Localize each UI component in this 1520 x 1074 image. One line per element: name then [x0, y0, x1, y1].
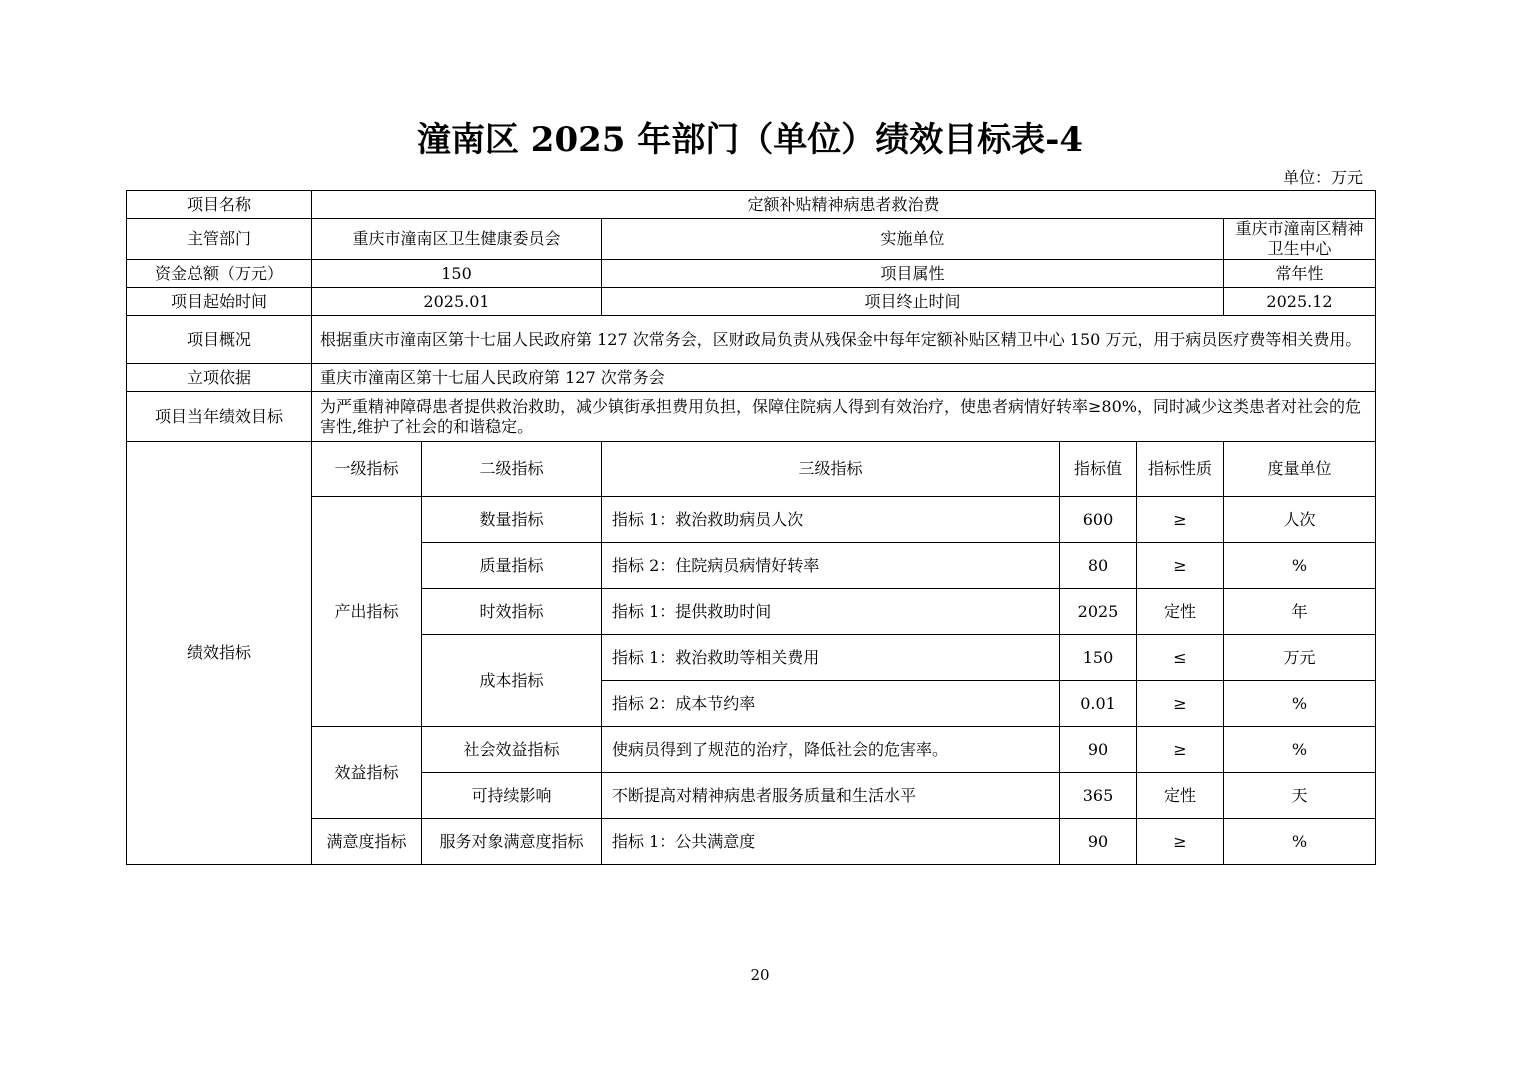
header-level2: 二级指标 [422, 442, 602, 497]
indicator-value: 150 [1060, 635, 1137, 681]
indicator-name: 指标 1：提供救助时间 [602, 589, 1060, 635]
overview-label: 项目概况 [127, 316, 312, 364]
indicator-nature: ≤ [1137, 635, 1224, 681]
indicator-value: 90 [1060, 819, 1137, 865]
header-value: 指标值 [1060, 442, 1137, 497]
header-level1: 一级指标 [312, 442, 422, 497]
indicator-value: 365 [1060, 773, 1137, 819]
table-row [127, 819, 1376, 865]
project-name-label: 项目名称 [127, 191, 312, 219]
indicator-name: 指标 2：住院病员病情好转率 [602, 543, 1060, 589]
indicator-unit: 人次 [1224, 497, 1376, 543]
indicator-unit: % [1224, 681, 1376, 727]
overview-value: 根据重庆市潼南区第十七届人民政府第 127 次常务会，区财政局负责从残保金中每年定额补贴区精卫中心 150 万元，用于病员医疗费等相关费用。 [312, 316, 1376, 364]
funds-label: 资金总额（万元） [127, 260, 312, 288]
impl-label: 实施单位 [602, 219, 1224, 260]
project-name-value: 定额补贴精神病患者救治费 [312, 191, 1376, 219]
end-label: 项目终止时间 [602, 288, 1224, 316]
indicator-nature: ≥ [1137, 497, 1224, 543]
indicator-name: 不断提高对精神病患者服务质量和生活水平 [602, 773, 1060, 819]
page-number: 20 [750, 966, 770, 984]
indicator-nature: ≥ [1137, 819, 1224, 865]
basis-value: 重庆市潼南区第十七届人民政府第 127 次常务会 [312, 364, 1376, 392]
indicator-unit: 天 [1224, 773, 1376, 819]
page-title: 潼南区 2025 年部门（单位）绩效目标表-4 [416, 120, 1084, 160]
level2-cost: 成本指标 [422, 635, 602, 727]
level2-timeliness: 时效指标 [422, 589, 602, 635]
level2-service: 服务对象满意度指标 [422, 819, 602, 865]
dept-label: 主管部门 [127, 219, 312, 260]
indicator-value: 90 [1060, 727, 1137, 773]
indicator-name: 指标 1：公共满意度 [602, 819, 1060, 865]
indicator-value: 600 [1060, 497, 1137, 543]
impl-value: 重庆市潼南区精神卫生中心 [1224, 219, 1376, 260]
indicator-unit: % [1224, 819, 1376, 865]
attr-value: 常年性 [1224, 260, 1376, 288]
start-value: 2025.01 [312, 288, 602, 316]
table-row [127, 727, 1376, 773]
level2-sustain: 可持续影响 [422, 773, 602, 819]
attr-label: 项目属性 [602, 260, 1224, 288]
indicator-value: 2025 [1060, 589, 1137, 635]
goal-label: 项目当年绩效目标 [127, 392, 312, 442]
funds-value: 150 [312, 260, 602, 288]
table-row [127, 497, 1376, 543]
level1-benefit: 效益指标 [312, 727, 422, 819]
indicator-unit: % [1224, 727, 1376, 773]
indicator-name: 使病员得到了规范的治疗，降低社会的危害率。 [602, 727, 1060, 773]
indicator-nature: ≥ [1137, 727, 1224, 773]
indicator-nature: 定性 [1137, 773, 1224, 819]
level2-quantity: 数量指标 [422, 497, 602, 543]
level2-quality: 质量指标 [422, 543, 602, 589]
indicator-nature: ≥ [1137, 543, 1224, 589]
indicator-name: 指标 1：救治救助病员人次 [602, 497, 1060, 543]
start-label: 项目起始时间 [127, 288, 312, 316]
level1-output: 产出指标 [312, 497, 422, 727]
unit-label: 单位：万元 [1282, 168, 1363, 187]
indicator-value: 0.01 [1060, 681, 1137, 727]
dept-value: 重庆市潼南区卫生健康委员会 [312, 219, 602, 260]
goal-value: 为严重精神障碍患者提供救治救助，减少镇街承担费用负担，保障住院病人得到有效治疗，使患者病情好转率≥80%，同时减少这类患者对社会的危害性,维护了社会的和谐稳定。 [312, 392, 1376, 442]
indicators-section-label: 绩效指标 [127, 442, 312, 865]
indicator-unit: 年 [1224, 589, 1376, 635]
indicator-unit: 万元 [1224, 635, 1376, 681]
indicator-nature: ≥ [1137, 681, 1224, 727]
level2-social: 社会效益指标 [422, 727, 602, 773]
performance-target-table [126, 190, 1376, 865]
indicator-name: 指标 1：救治救助等相关费用 [602, 635, 1060, 681]
level1-satisfaction: 满意度指标 [312, 819, 422, 865]
indicator-nature: 定性 [1137, 589, 1224, 635]
indicator-unit: % [1224, 543, 1376, 589]
header-unit: 度量单位 [1224, 442, 1376, 497]
header-nature: 指标性质 [1137, 442, 1224, 497]
indicator-name: 指标 2：成本节约率 [602, 681, 1060, 727]
basis-label: 立项依据 [127, 364, 312, 392]
end-value: 2025.12 [1224, 288, 1376, 316]
header-level3: 三级指标 [602, 442, 1060, 497]
indicator-value: 80 [1060, 543, 1137, 589]
